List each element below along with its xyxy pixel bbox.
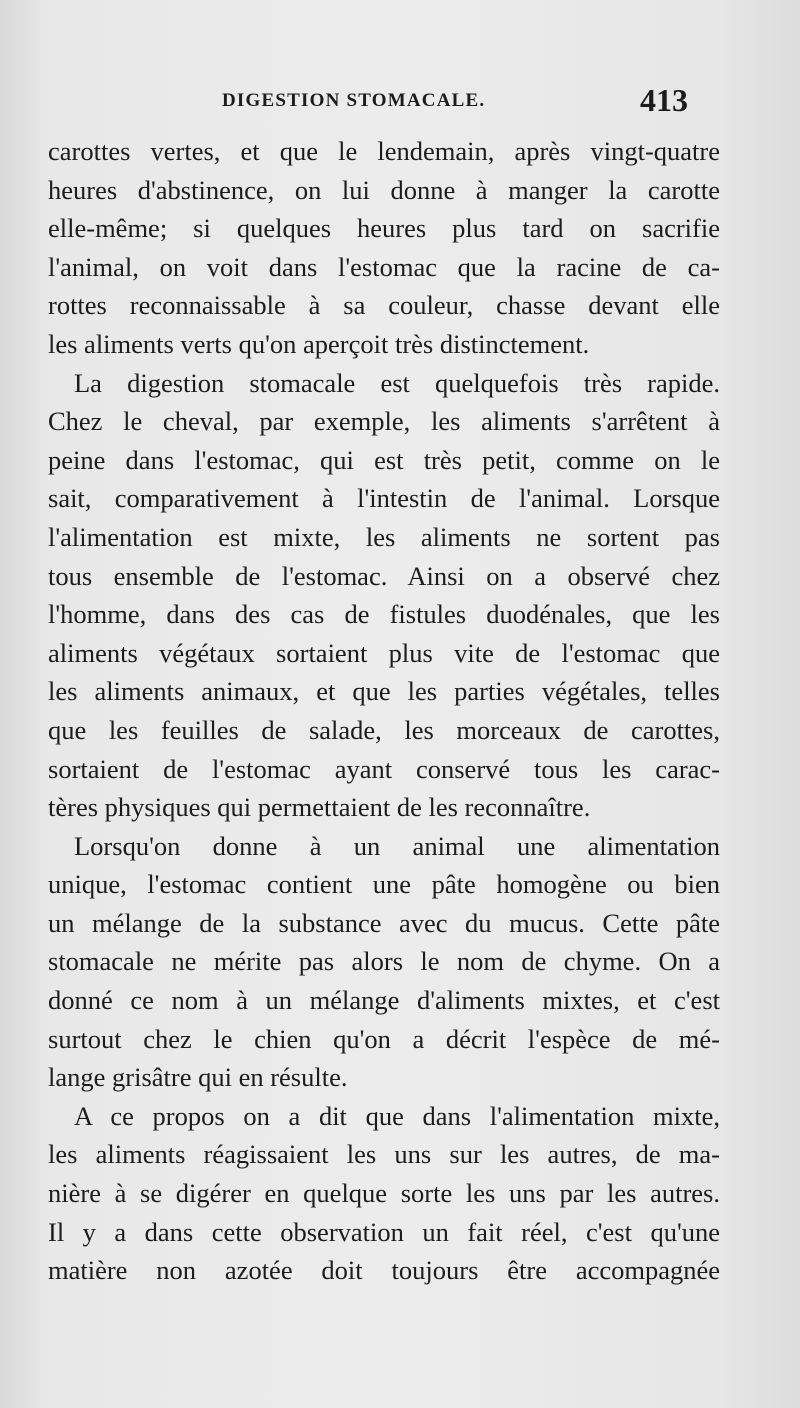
text-line: l'homme, dans des cas de fistules duodénales, que les	[48, 599, 720, 630]
text-line: nière à se digérer en quelque sorte les uns par les autres.	[48, 1178, 720, 1209]
running-title: DIGESTION STOMACALE.	[222, 90, 486, 111]
text-line: lange grisâtre qui en résulte.	[48, 1062, 348, 1093]
text-line: stomacale ne mérite pas alors le nom de chyme. On a	[48, 946, 720, 977]
page-number: 413	[640, 82, 688, 118]
text-line: surtout chez le chien qu'on a décrit l'espèce de mé-	[48, 1023, 720, 1054]
text-line: elle-même; si quelques heures plus tard on sacrifie	[48, 213, 720, 244]
paragraph-first-line: Lorsqu'on donne à un animal une alimentation	[74, 830, 720, 861]
text-line: les aliments verts qu'on aperçoit très distinctement.	[48, 328, 590, 359]
body-text	[48, 132, 720, 1290]
text-line: un mélange de la substance avec du mucus. Cette pâte	[48, 907, 720, 938]
text-line: aliments végétaux sortaient plus vite de l'estomac que	[48, 637, 720, 668]
text-line: Il y a dans cette observation un fait réel, c'est qu'une	[48, 1216, 720, 1247]
text-line: sait, comparativement à l'intestin de l'animal. Lorsque	[48, 483, 720, 514]
text-line: l'animal, on voit dans l'estomac que la racine de ca-	[48, 251, 720, 282]
paragraph-first-line: La digestion stomacale est quelquefois très rapide.	[74, 367, 720, 398]
text-line: carottes vertes, et que le lendemain, après vingt-quatre	[48, 136, 720, 166]
text-line: les aliments réagissaient les uns sur les autres, de ma-	[48, 1139, 720, 1170]
text-line: tous ensemble de l'estomac. Ainsi on a observé chez	[48, 560, 720, 591]
text-line: tères physiques qui permettaient de les reconnaître.	[48, 792, 591, 823]
page-header	[0, 84, 800, 124]
text-line: unique, l'estomac contient une pâte homogène ou bien	[48, 869, 720, 900]
text-line: rottes reconnaissable à sa couleur, chasse devant elle	[48, 290, 720, 321]
text-line: Chez le cheval, par exemple, les aliments s'arrêtent à	[48, 406, 720, 437]
text-line: heures d'abstinence, on lui donne à manger la carotte	[48, 174, 720, 205]
text-line: matière non azotée doit toujours être accompagnée	[48, 1255, 720, 1286]
text-line: l'alimentation est mixte, les aliments ne sortent pas	[48, 521, 720, 552]
text-line: que les feuilles de salade, les morceaux de carottes,	[48, 714, 720, 745]
text-line: donné ce nom à un mélange d'aliments mixtes, et c'est	[48, 985, 720, 1016]
text-line: peine dans l'estomac, qui est très petit, comme on le	[48, 444, 720, 475]
text-line: les aliments animaux, et que les parties végétales, telles	[48, 676, 720, 707]
text-line: sortaient de l'estomac ayant conservé tous les carac-	[48, 753, 720, 784]
paragraph-first-line: A ce propos on a dit que dans l'alimentation mixte,	[74, 1100, 720, 1131]
